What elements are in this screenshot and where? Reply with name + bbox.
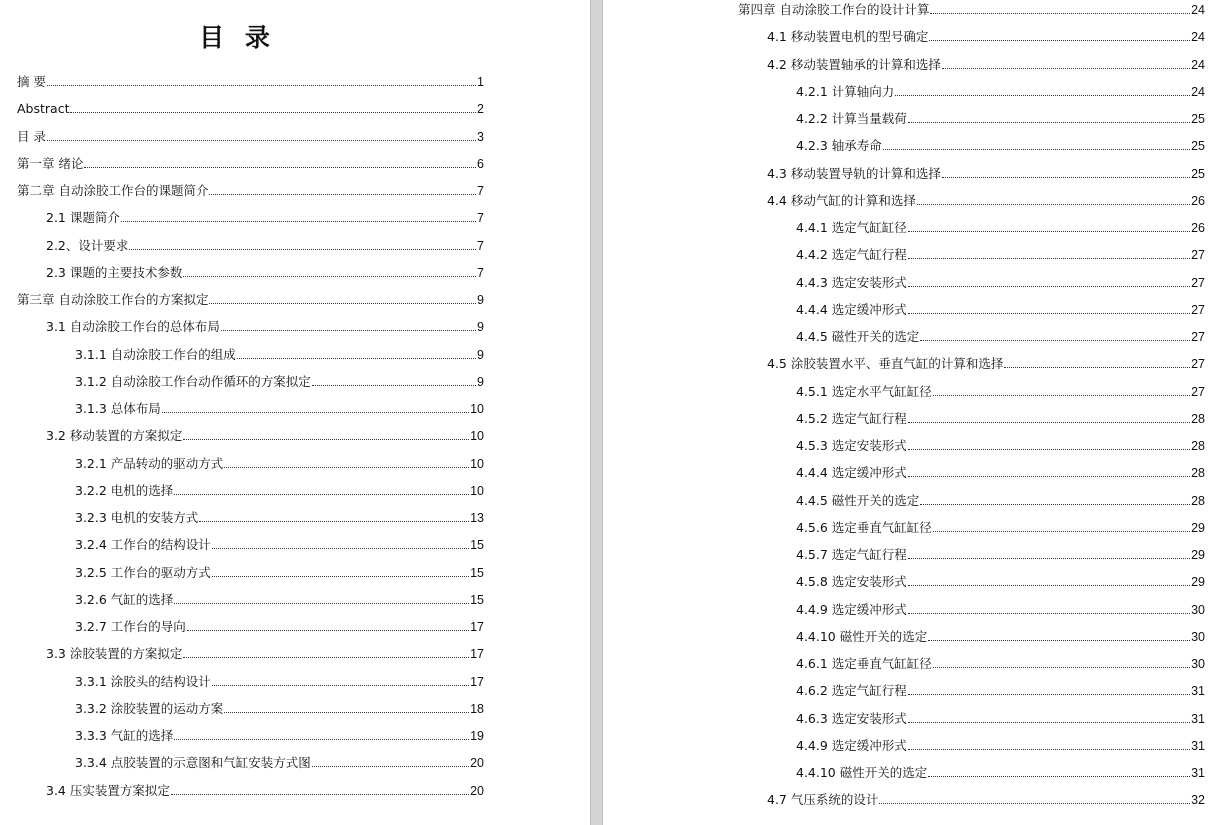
toc-entry[interactable] xyxy=(796,598,1205,618)
toc-entry-title: 第四章 自动涂胶工作台的设计计算 xyxy=(738,2,930,17)
toc-entry-page-number: 17 xyxy=(470,620,484,634)
toc-entry[interactable] xyxy=(46,424,484,444)
dot-leader xyxy=(183,656,469,658)
dot-leader xyxy=(187,629,469,631)
toc-entry-title: 3.2.1 产品转动的驱动方式 xyxy=(75,455,224,471)
toc-entry-title: 4.4.2 选定气缸行程 xyxy=(796,247,907,263)
toc-entry-title: 3.2.6 气缸的选择 xyxy=(75,591,174,607)
dot-leader xyxy=(209,193,476,195)
toc-entry[interactable] xyxy=(17,288,484,308)
toc-entry-title: 3.3 涂胶装置的方案拟定 xyxy=(46,646,183,662)
toc-entry-title: 4.5.6 选定垂直气缸缸径 xyxy=(796,519,932,535)
toc-entry-title: 4.3 移动装置导轨的计算和选择 xyxy=(767,165,941,181)
toc-entry[interactable] xyxy=(46,315,484,335)
toc-entry[interactable] xyxy=(75,452,484,472)
toc-entry[interactable] xyxy=(796,679,1205,699)
toc-entry[interactable] xyxy=(796,543,1205,563)
dot-leader xyxy=(224,711,469,713)
dot-leader xyxy=(199,520,469,522)
toc-entry-page-number: 25 xyxy=(1191,112,1205,126)
toc-entry[interactable] xyxy=(75,588,484,608)
toc-entry-title: 3.2.4 工作台的结构设计 xyxy=(75,537,211,553)
toc-entry-title: 3.1.1 自动涂胶工作台的组成 xyxy=(75,346,236,362)
toc-entry[interactable] xyxy=(17,152,484,172)
toc-entry[interactable] xyxy=(767,788,1205,808)
dot-leader xyxy=(1004,366,1190,368)
toc-entry[interactable] xyxy=(738,0,1205,18)
toc-entry[interactable] xyxy=(796,625,1205,645)
toc-entry[interactable] xyxy=(17,125,484,145)
toc-entry-title: 4.5.8 选定安装形式 xyxy=(796,574,907,590)
toc-entry-title: Abstract xyxy=(17,101,70,117)
toc-entry[interactable] xyxy=(796,707,1205,727)
toc-entry-page-number: 30 xyxy=(1191,629,1205,644)
toc-entry-title: 3.2 移动装置的方案拟定 xyxy=(46,428,183,444)
toc-entry[interactable] xyxy=(767,162,1205,182)
dot-leader xyxy=(174,602,469,604)
toc-entry[interactable] xyxy=(796,489,1205,509)
dot-leader xyxy=(212,547,469,549)
toc-entry-page-number: 27 xyxy=(1191,384,1205,399)
toc-entry[interactable] xyxy=(75,479,484,499)
toc-entry[interactable] xyxy=(46,261,484,281)
dot-leader xyxy=(933,530,1190,532)
toc-entry-page-number: 27 xyxy=(1191,275,1205,290)
toc-entry-title: 4.4 移动气缸的计算和选择 xyxy=(767,192,916,208)
page-separator xyxy=(590,0,603,825)
toc-entry-page-number: 30 xyxy=(1191,602,1205,617)
toc-entry[interactable] xyxy=(796,434,1205,454)
dot-leader xyxy=(174,493,469,495)
toc-entry-title: 3.3.1 涂胶头的结构设计 xyxy=(75,673,211,689)
toc-entry[interactable] xyxy=(796,761,1205,781)
toc-entry-page-number: 29 xyxy=(1191,548,1205,562)
toc-entry[interactable] xyxy=(46,206,484,226)
toc-entry[interactable] xyxy=(17,97,484,117)
toc-entry-page-number: 28 xyxy=(1191,466,1205,481)
toc-entry[interactable] xyxy=(75,533,484,553)
toc-entry-title: 4.4.4 选定缓冲形式 xyxy=(796,301,907,317)
toc-entry-title: 3.2.5 工作台的驱动方式 xyxy=(75,564,211,580)
toc-entry[interactable] xyxy=(796,271,1205,291)
dot-leader xyxy=(212,575,469,577)
toc-entry-page-number: 25 xyxy=(1191,166,1205,181)
toc-entry-page-number: 10 xyxy=(470,483,484,498)
toc-entry[interactable] xyxy=(796,134,1205,154)
toc-entry[interactable] xyxy=(46,234,484,254)
toc-entry-page-number: 24 xyxy=(1191,30,1205,45)
toc-entry-page-number: 10 xyxy=(470,456,484,471)
toc-entry-title: 3.1.3 总体布局 xyxy=(75,401,161,416)
toc-entry[interactable] xyxy=(75,561,484,581)
dot-leader xyxy=(47,139,476,141)
document-page-left xyxy=(0,0,590,825)
toc-entry[interactable] xyxy=(767,53,1205,73)
toc-entry-title: 4.4.3 选定安装形式 xyxy=(796,274,907,290)
dot-leader xyxy=(929,39,1190,41)
dot-leader xyxy=(183,275,476,277)
dot-leader xyxy=(895,94,1190,96)
dot-leader xyxy=(933,666,1190,668)
dot-leader xyxy=(312,384,476,386)
dot-leader xyxy=(162,411,469,413)
toc-entry-title: 第二章 自动涂胶工作台的课题简介 xyxy=(17,183,209,198)
toc-title: 目 录 xyxy=(199,23,276,52)
dot-leader xyxy=(933,394,1190,396)
dot-leader xyxy=(908,421,1190,423)
dot-leader xyxy=(928,775,1190,777)
toc-entry-page-number: 10 xyxy=(470,429,484,444)
toc-entry-title: 4.2 移动装置轴承的计算和选择 xyxy=(767,56,941,72)
dot-leader xyxy=(84,166,476,168)
toc-entry-title: 4.4.4 选定缓冲形式 xyxy=(796,465,907,481)
toc-entry-page-number: 27 xyxy=(1191,357,1205,372)
toc-entry-page-number: 29 xyxy=(1191,575,1205,590)
toc-entry-page-number: 15 xyxy=(470,538,484,553)
toc-entry-title: 4.5.1 选定水平气缸缸径 xyxy=(796,383,932,399)
toc-entry-title: 3.2.3 电机的安装方式 xyxy=(75,510,199,525)
toc-entry-title: 4.1 移动装置电机的型号确定 xyxy=(767,29,929,45)
toc-entry-title: 4.4.10 磁性开关的选定 xyxy=(796,628,928,644)
toc-entry[interactable] xyxy=(796,107,1205,127)
toc-entry[interactable] xyxy=(796,80,1205,100)
toc-entry-title: 3.2.7 工作台的导向 xyxy=(75,619,186,634)
toc-entry[interactable] xyxy=(75,670,484,690)
toc-entry-title: 3.2.2 电机的选择 xyxy=(75,482,174,498)
toc-entry[interactable] xyxy=(46,642,484,662)
dot-leader xyxy=(908,584,1190,586)
toc-entry-title: 3.1.2 自动涂胶工作台动作循环的方案拟定 xyxy=(75,373,311,389)
toc-entry[interactable] xyxy=(796,380,1205,400)
toc-entry[interactable] xyxy=(75,697,484,717)
toc-entry-page-number: 9 xyxy=(477,374,484,389)
dot-leader xyxy=(908,475,1190,477)
toc-entry-title: 4.4.5 磁性开关的选定 xyxy=(796,492,920,508)
dot-leader xyxy=(908,557,1190,559)
dot-leader xyxy=(908,448,1190,450)
toc-entry[interactable] xyxy=(75,343,484,363)
toc-entry-page-number: 2 xyxy=(477,102,484,117)
dot-leader xyxy=(908,693,1190,695)
toc-entry[interactable] xyxy=(767,352,1205,372)
toc-entry-title: 4.6.3 选定安装形式 xyxy=(796,710,907,726)
dot-leader xyxy=(129,248,476,250)
toc-entry-page-number: 25 xyxy=(1191,139,1205,154)
dot-leader xyxy=(942,176,1190,178)
toc-entry-title: 4.4.9 选定缓冲形式 xyxy=(796,601,907,617)
toc-entry[interactable] xyxy=(796,325,1205,345)
toc-entry-title: 3.1 自动涂胶工作台的总体布局 xyxy=(46,319,220,335)
toc-entry-title: 4.4.5 磁性开关的选定 xyxy=(796,329,920,344)
toc-entry-page-number: 1 xyxy=(477,75,484,89)
dot-leader xyxy=(908,721,1190,723)
toc-entry-page-number: 31 xyxy=(1191,766,1205,780)
toc-entry-page-number: 32 xyxy=(1191,793,1205,808)
toc-entry[interactable] xyxy=(796,570,1205,590)
toc-entry[interactable] xyxy=(75,506,484,526)
document-page-right xyxy=(603,0,1223,825)
toc-entry-title: 2.3 课题的主要技术参数 xyxy=(46,264,183,280)
toc-entry-page-number: 24 xyxy=(1191,57,1205,72)
toc-entry-page-number: 20 xyxy=(470,756,484,771)
dot-leader xyxy=(221,329,476,331)
toc-entry-title: 摘 要 xyxy=(17,74,46,89)
toc-entry-page-number: 24 xyxy=(1191,84,1205,99)
toc-entry-page-number: 18 xyxy=(470,701,484,716)
toc-entry[interactable] xyxy=(796,652,1205,672)
dot-leader xyxy=(930,12,1190,14)
toc-entry[interactable] xyxy=(796,461,1205,481)
toc-entry-page-number: 27 xyxy=(1191,248,1205,263)
toc-entry[interactable] xyxy=(796,734,1205,754)
toc-entry-page-number: 28 xyxy=(1191,439,1205,453)
toc-entry-title: 4.2.1 计算轴向力 xyxy=(796,83,895,99)
toc-entry[interactable] xyxy=(46,779,484,799)
toc-entry-title: 2.1 课题简介 xyxy=(46,210,120,226)
dot-leader xyxy=(908,312,1190,314)
dot-leader xyxy=(908,257,1190,259)
toc-entry-page-number: 24 xyxy=(1191,3,1205,17)
toc-entry-title: 4.2.2 计算当量载荷 xyxy=(796,111,907,126)
dot-leader xyxy=(224,466,469,468)
dot-leader xyxy=(920,339,1190,341)
toc-entry-page-number: 19 xyxy=(470,729,484,743)
dot-leader xyxy=(928,639,1190,641)
toc-entry-page-number: 7 xyxy=(477,211,484,226)
toc-entry-title: 4.6.2 选定气缸行程 xyxy=(796,683,907,699)
toc-entry-title: 3.3.4 点胶装置的示意图和气缸安装方式图 xyxy=(75,755,311,771)
toc-entry[interactable] xyxy=(75,751,484,771)
toc-entry-page-number: 9 xyxy=(477,320,484,335)
toc-entry-title: 4.5 涂胶装置水平、垂直气缸的计算和选择 xyxy=(767,356,1004,372)
toc-entry-title: 4.7 气压系统的设计 xyxy=(767,792,879,808)
toc-entry-title: 第一章 绪论 xyxy=(17,155,84,171)
toc-entry-page-number: 31 xyxy=(1191,738,1205,753)
toc-entry-page-number: 30 xyxy=(1191,657,1205,671)
toc-entry-title: 4.2.3 轴承寿命 xyxy=(796,138,882,154)
toc-entry[interactable] xyxy=(796,298,1205,318)
toc-entry-title: 第三章 自动涂胶工作台的方案拟定 xyxy=(17,292,209,307)
dot-leader xyxy=(312,765,469,767)
toc-entry-page-number: 7 xyxy=(477,265,484,280)
dot-leader xyxy=(908,121,1190,123)
toc-entry-page-number: 31 xyxy=(1191,711,1205,726)
toc-entry-page-number: 9 xyxy=(477,293,484,307)
dot-leader xyxy=(908,612,1190,614)
toc-entry-page-number: 28 xyxy=(1191,411,1205,426)
dot-leader xyxy=(171,793,469,795)
dot-leader xyxy=(209,302,476,304)
dot-leader xyxy=(174,738,469,740)
toc-entry-page-number: 27 xyxy=(1191,330,1205,344)
toc-entry-title: 4.4.10 磁性开关的选定 xyxy=(796,765,928,780)
toc-entry-page-number: 20 xyxy=(470,783,484,798)
dot-leader xyxy=(942,67,1190,69)
toc-entry-page-number: 17 xyxy=(470,647,484,662)
toc-entry-title: 4.5.2 选定气缸行程 xyxy=(796,410,907,426)
toc-entry-title: 4.4.1 选定气缸缸径 xyxy=(796,220,907,235)
toc-entry-page-number: 7 xyxy=(477,238,484,253)
toc-entry[interactable] xyxy=(75,615,484,635)
toc-entry-page-number: 7 xyxy=(477,184,484,198)
toc-entry[interactable] xyxy=(796,516,1205,536)
toc-entry[interactable] xyxy=(796,216,1205,236)
dot-leader xyxy=(908,285,1190,287)
toc-entry[interactable] xyxy=(75,397,484,417)
toc-entry[interactable] xyxy=(796,407,1205,427)
toc-entry-page-number: 10 xyxy=(470,402,484,416)
toc-entry[interactable] xyxy=(17,70,484,90)
toc-entry-title: 3.4 压实装置方案拟定 xyxy=(46,782,170,798)
toc-entry[interactable] xyxy=(767,25,1205,45)
toc-entry[interactable] xyxy=(796,243,1205,263)
toc-entry[interactable] xyxy=(17,179,484,199)
toc-entry-page-number: 31 xyxy=(1191,684,1205,699)
toc-entry-page-number: 13 xyxy=(470,511,484,525)
toc-entry-page-number: 29 xyxy=(1191,520,1205,535)
dot-leader xyxy=(917,203,1190,205)
dot-leader xyxy=(908,230,1190,232)
toc-entry-title: 3.3.2 涂胶装置的运动方案 xyxy=(75,700,224,716)
toc-entry-title: 4.6.1 选定垂直气缸缸径 xyxy=(796,656,932,671)
toc-entry[interactable] xyxy=(767,189,1205,209)
toc-entry[interactable] xyxy=(75,724,484,744)
toc-entry-page-number: 27 xyxy=(1191,302,1205,317)
dot-leader xyxy=(183,438,469,440)
toc-entry-title: 3.3.3 气缸的选择 xyxy=(75,728,174,743)
toc-entry-title: 目 录 xyxy=(17,128,46,144)
toc-entry-page-number: 15 xyxy=(470,592,484,607)
dot-leader xyxy=(212,684,469,686)
dot-leader xyxy=(121,220,476,222)
toc-entry-page-number: 3 xyxy=(477,129,484,144)
toc-entry-title: 2.2、设计要求 xyxy=(46,237,129,253)
toc-entry-page-number: 26 xyxy=(1191,193,1205,208)
dot-leader xyxy=(908,748,1190,750)
dot-leader xyxy=(879,802,1190,804)
toc-entry-page-number: 26 xyxy=(1191,221,1205,235)
toc-entry-page-number: 15 xyxy=(470,565,484,580)
toc-entry-page-number: 28 xyxy=(1191,493,1205,508)
dot-leader xyxy=(883,148,1190,150)
toc-entry-page-number: 17 xyxy=(470,674,484,689)
dot-leader xyxy=(47,84,476,86)
dot-leader xyxy=(920,503,1190,505)
dot-leader xyxy=(70,111,476,113)
toc-entry-title: 4.5.7 选定气缸行程 xyxy=(796,547,907,562)
toc-entry[interactable] xyxy=(75,370,484,390)
toc-entry-title: 4.5.3 选定安装形式 xyxy=(796,438,907,453)
toc-entry-title: 4.4.9 选定缓冲形式 xyxy=(796,737,907,753)
dot-leader xyxy=(237,357,476,359)
toc-entry-page-number: 6 xyxy=(477,156,484,171)
toc-entry-page-number: 9 xyxy=(477,347,484,362)
